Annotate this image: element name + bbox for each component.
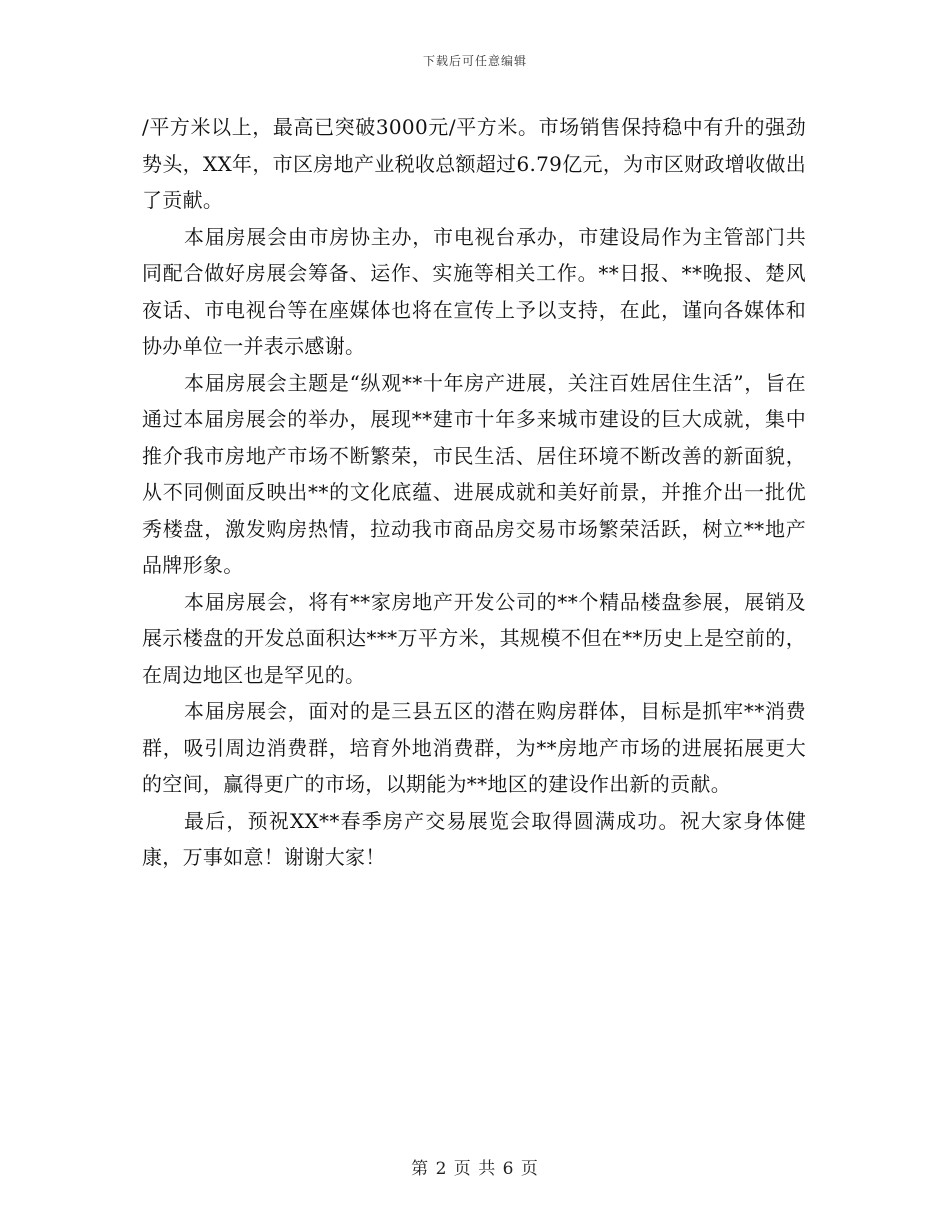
paragraph-1: /平方米以上，最高已突破3000元/平方米。市场销售保持稳中有升的强劲势头，XX年，市区房地产业税收总额超过6.79亿元，为市区财政增收做出了贡献。 [142, 115, 806, 212]
paragraph-6: 最后，预祝XX**春季房产交易展览会取得圆满成功。祝大家身体健康，万事如意！谢谢大家！ [142, 808, 806, 869]
paragraph-5: 本届房展会，面对的是三县五区的潜在购房群体，目标是抓牢**消费群，吸引周边消费群，培育外地消费群，为**房地产市场的进展拓展更大的空间，赢得更广的市场，以期能为**地区的建设作出新的贡献。 [142, 699, 806, 796]
paragraph-3: 本届房展会主题是“纵观**十年房产进展，关注百姓居住生活”，旨在通过本届房展会的举办，展现**建市十年多来城市建设的巨大成就，集中推介我市房地产市场不断繁荣，市民生活、居住环境不断改善的新面貌，从不同侧面反映出**的文化底蕴、进展成就和美好前景，并推介出一批优秀楼盘，激发购房热情，拉动我市商品房交易市场繁荣活跃，树立**地产品牌形象。 [142, 370, 806, 577]
paragraph-4: 本届房展会，将有**家房地产开发公司的**个精品楼盘参展，展销及展示楼盘的开发总面积达***万平方米，其规模不但在**历史上是空前的，在周边地区也是罕见的。 [142, 589, 806, 687]
paragraph-2: 本届房展会由市房协主办，市电视台承办，市建设局作为主管部门共同配合做好房展会筹备、运作、实施等相关工作。**日报、**晚报、楚风夜话、市电视台等在座媒体也将在宣传上予以支持，在此，谨向各媒体和协办单位一并表示感谢。 [142, 224, 806, 358]
page-header: 下载后可任意编辑 [422, 54, 527, 68]
page-number-footer: 第 2 页 共 6 页 [411, 1159, 539, 1179]
document-body [142, 109, 806, 876]
